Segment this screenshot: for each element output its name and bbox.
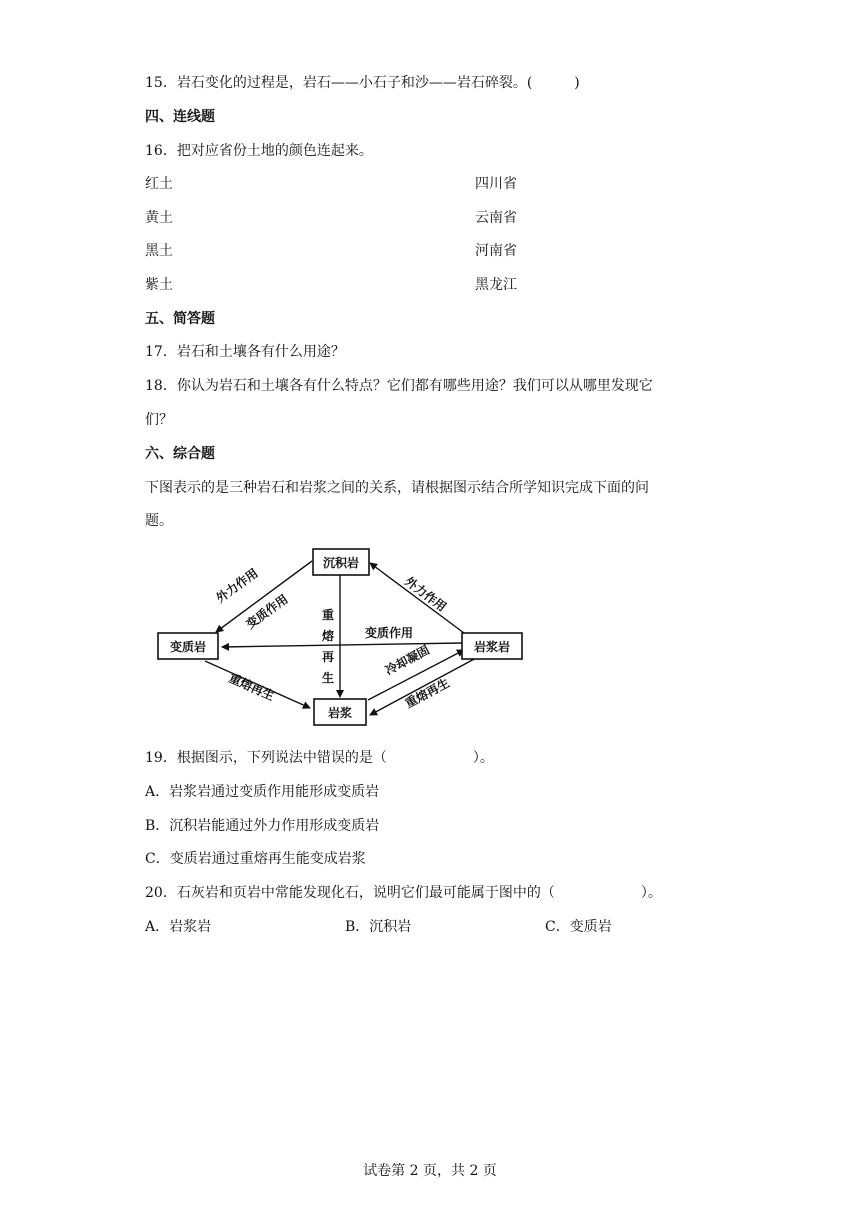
q20-option-b: B．沉积岩 bbox=[345, 919, 412, 935]
q20-option-a: A．岩浆岩 bbox=[145, 919, 212, 935]
q15-close-paren: ) bbox=[574, 75, 580, 91]
arrow-ign-to-sed bbox=[370, 563, 464, 633]
label-external-right: 外力作用 bbox=[402, 574, 449, 615]
match-left-2: 黄土 bbox=[145, 210, 173, 226]
box-igneous bbox=[462, 633, 522, 659]
label-remelt-center-4: 生 bbox=[322, 671, 335, 685]
question-19 bbox=[145, 748, 494, 768]
q20-text: 20．石灰岩和页岩中常能发现化石，说明它们最可能属于图中的（ bbox=[145, 885, 555, 901]
q19-option-a: A．岩浆岩通过变质作用能形成变质岩 bbox=[145, 784, 380, 800]
q19-option-b: B．沉积岩能通过外力作用形成变质岩 bbox=[145, 818, 380, 834]
match-left-4: 紫土 bbox=[145, 277, 173, 293]
q19-close-paren: ）。 bbox=[472, 750, 494, 766]
q20-option-c: C．变质岩 bbox=[545, 919, 612, 935]
label-remelt-center-3: 再 bbox=[322, 650, 335, 664]
match-right-2: 云南省 bbox=[475, 210, 517, 226]
box-magma-label: 岩浆 bbox=[327, 706, 353, 720]
question-20 bbox=[145, 883, 662, 903]
label-remelt-right: 重熔再生 bbox=[402, 675, 452, 711]
label-remelt-left: 重熔再生 bbox=[226, 670, 277, 704]
box-metamorphic bbox=[158, 633, 218, 659]
q20-close-paren: ）。 bbox=[640, 885, 662, 901]
label-remelt-center-1: 重 bbox=[322, 608, 335, 622]
match-right-1: 四川省 bbox=[475, 176, 517, 192]
section-heading-6: 六、综合题 bbox=[145, 446, 215, 462]
q19-option-c: C．变质岩通过重熔再生能变成岩浆 bbox=[145, 851, 366, 867]
box-sedimentary-label: 沉积岩 bbox=[322, 556, 360, 570]
label-metamorphism-upper: 变质作用 bbox=[243, 591, 291, 632]
box-magma bbox=[314, 699, 366, 725]
q19-text: 19．根据图示，下列说法中错误的是（ bbox=[145, 750, 387, 766]
question-16: 16．把对应省份土地的颜色连起来。 bbox=[145, 143, 373, 159]
section-heading-5: 五、简答题 bbox=[145, 311, 215, 327]
label-remelt-center-2: 熔 bbox=[322, 629, 335, 643]
label-cooling: 冷却凝固 bbox=[382, 642, 432, 678]
label-external-left: 外力作用 bbox=[213, 565, 261, 606]
box-igneous-label: 岩浆岩 bbox=[473, 640, 511, 654]
rock-cycle-diagram bbox=[150, 545, 550, 730]
box-sedimentary bbox=[313, 549, 369, 575]
match-right-3: 河南省 bbox=[475, 243, 517, 259]
question-18-line1: 18．你认为岩石和土壤各有什么特点？它们都有哪些用途？我们可以从哪里发现它 bbox=[145, 378, 653, 394]
question-18-line2: 们？ bbox=[145, 412, 173, 428]
page-footer: 试卷第 2 页，共 2 页 bbox=[363, 1163, 497, 1179]
q15-text: 15．岩石变化的过程是，岩石——小石子和沙——岩石碎裂。( bbox=[145, 75, 533, 91]
box-metamorphic-label: 变质岩 bbox=[169, 640, 207, 654]
section-heading-4: 四、连线题 bbox=[145, 109, 215, 125]
question-15 bbox=[145, 73, 580, 93]
match-left-1: 红土 bbox=[145, 176, 173, 192]
intro-line2: 题。 bbox=[145, 513, 173, 529]
question-17: 17．岩石和土壤各有什么用途？ bbox=[145, 344, 345, 360]
intro-line1: 下图表示的是三种岩石和岩浆之间的关系，请根据图示结合所学知识完成下面的问 bbox=[145, 480, 649, 496]
match-left-3: 黑土 bbox=[145, 243, 173, 259]
label-metamorphism-mid: 变质作用 bbox=[365, 626, 414, 640]
match-right-4: 黑龙江 bbox=[475, 277, 517, 293]
